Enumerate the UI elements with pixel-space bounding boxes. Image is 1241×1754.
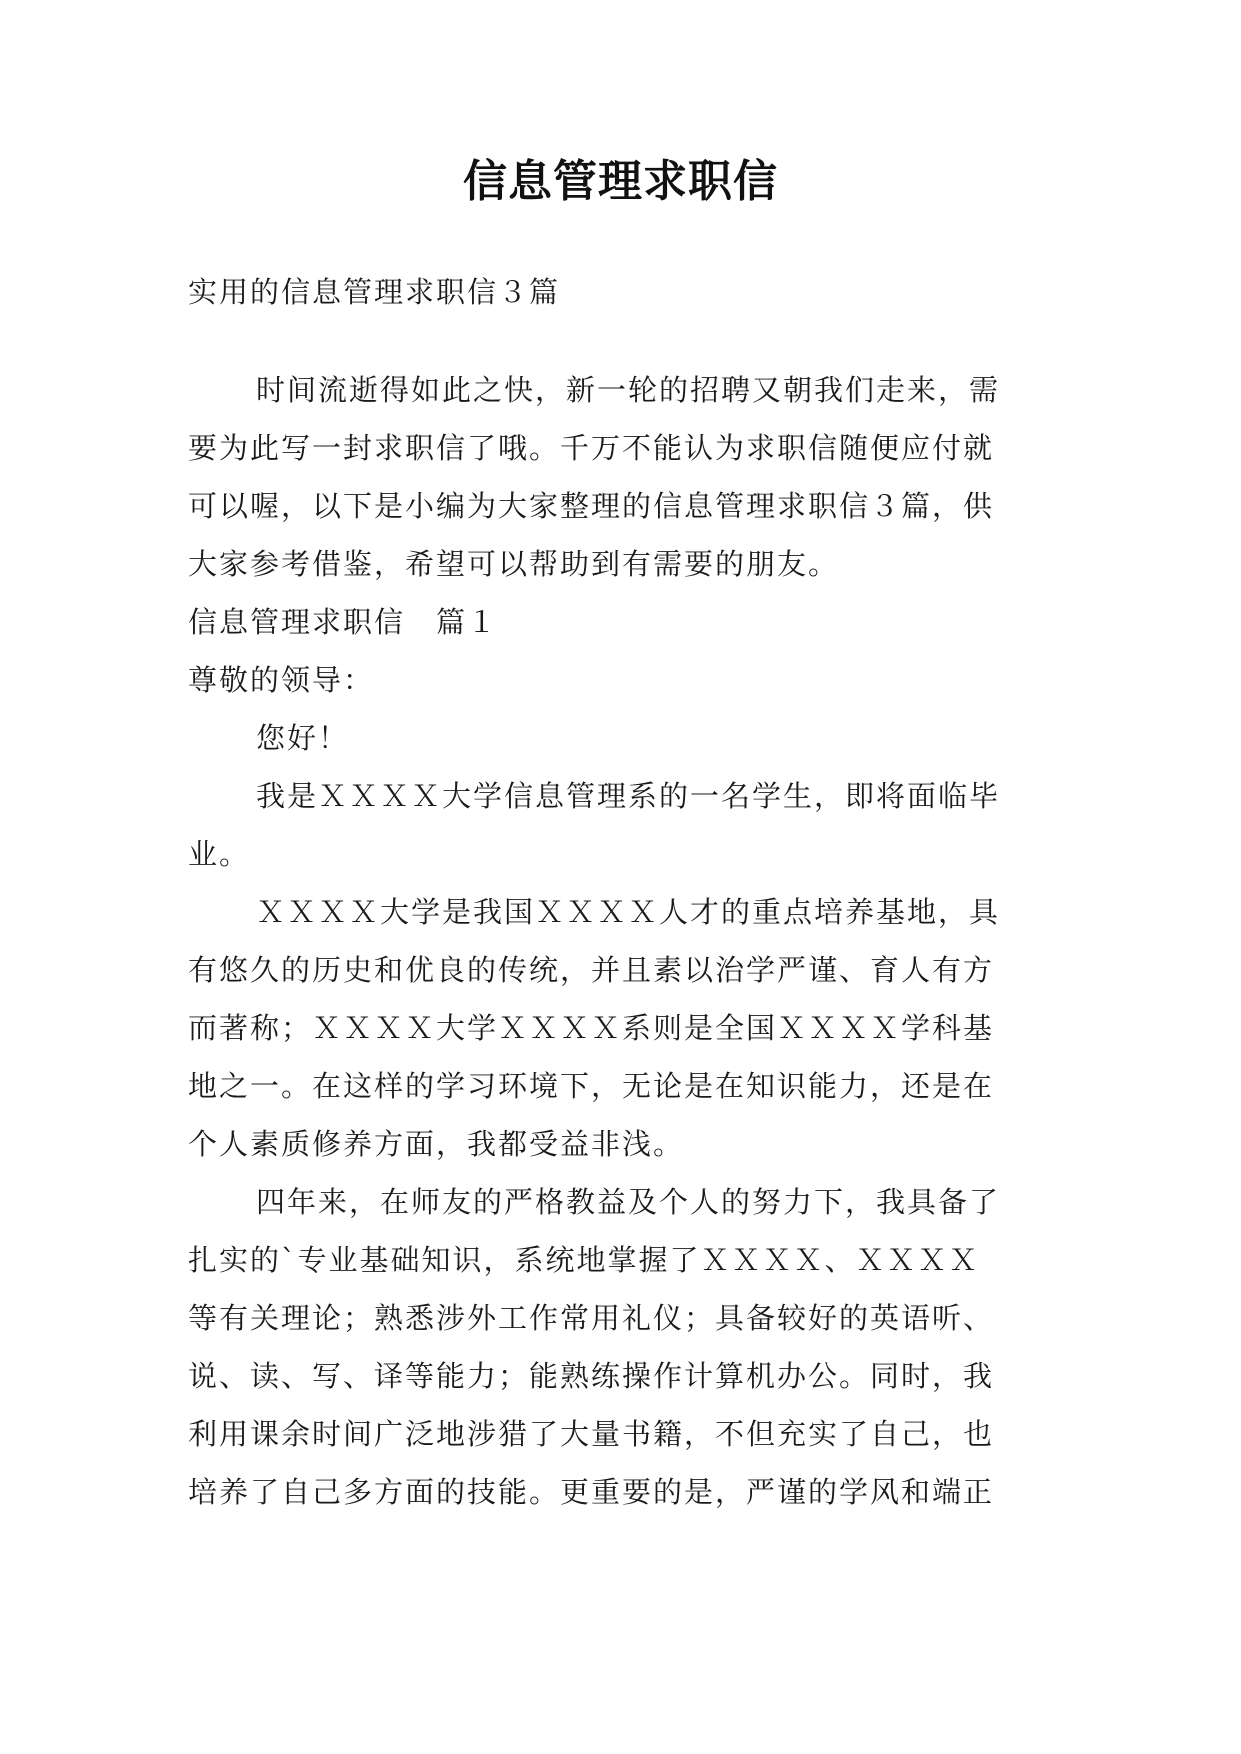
paragraph-line: 业。 <box>188 837 251 871</box>
paragraph-line: 我是ＸＸＸＸ大学信息管理系的一名学生，即将面临毕 <box>256 779 1001 813</box>
paragraph-line: 时间流逝得如此之快，新一轮的招聘又朝我们走来，需 <box>256 373 1001 407</box>
paragraph-line: 四年来，在师友的严格教益及个人的努力下，我具备了 <box>256 1185 1001 1219</box>
document-subtitle: 实用的信息管理求职信３篇 <box>188 275 561 309</box>
paragraph-line: 而著称；ＸＸＸＸ大学ＸＸＸＸ系则是全国ＸＸＸＸ学科基 <box>188 1011 995 1045</box>
paragraph-line: 说、读、写、译等能力；能熟练操作计算机办公。同时，我 <box>188 1359 995 1393</box>
paragraph-line: 有悠久的历史和优良的传统，并且素以治学严谨、育人有方 <box>188 953 995 987</box>
paragraph-line: 等有关理论；熟悉涉外工作常用礼仪；具备较好的英语听、 <box>188 1301 995 1335</box>
paragraph-line: 大家参考借鉴，希望可以帮助到有需要的朋友。 <box>188 547 840 581</box>
paragraph-line: 地之一。在这样的学习环境下，无论是在知识能力，还是在 <box>188 1069 995 1103</box>
paragraph-line: 扎实的`专业基础知识，系统地掌握了ＸＸＸＸ、ＸＸＸＸ <box>188 1243 980 1277</box>
greeting: 您好！ <box>256 721 350 755</box>
paragraph-line: 个人素质修养方面，我都受益非浅。 <box>188 1127 685 1161</box>
document-title: 信息管理求职信 <box>463 156 778 207</box>
section-heading: 信息管理求职信 篇１ <box>188 605 499 639</box>
salutation: 尊敬的领导： <box>188 663 375 697</box>
paragraph-line: 培养了自己多方面的技能。更重要的是，严谨的学风和端正 <box>188 1475 995 1509</box>
paragraph-line: 要为此写一封求职信了哦。千万不能认为求职信随便应付就 <box>188 431 995 465</box>
paragraph-line: ＸＸＸＸ大学是我国ＸＸＸＸ人才的重点培养基地，具 <box>256 895 1001 929</box>
document-body <box>188 361 1058 1521</box>
paragraph-line: 可以喔，以下是小编为大家整理的信息管理求职信３篇，供 <box>188 489 995 523</box>
paragraph-line: 利用课余时间广泛地涉猎了大量书籍，不但充实了自己，也 <box>188 1417 995 1451</box>
document-subtitle-block <box>188 263 1058 321</box>
